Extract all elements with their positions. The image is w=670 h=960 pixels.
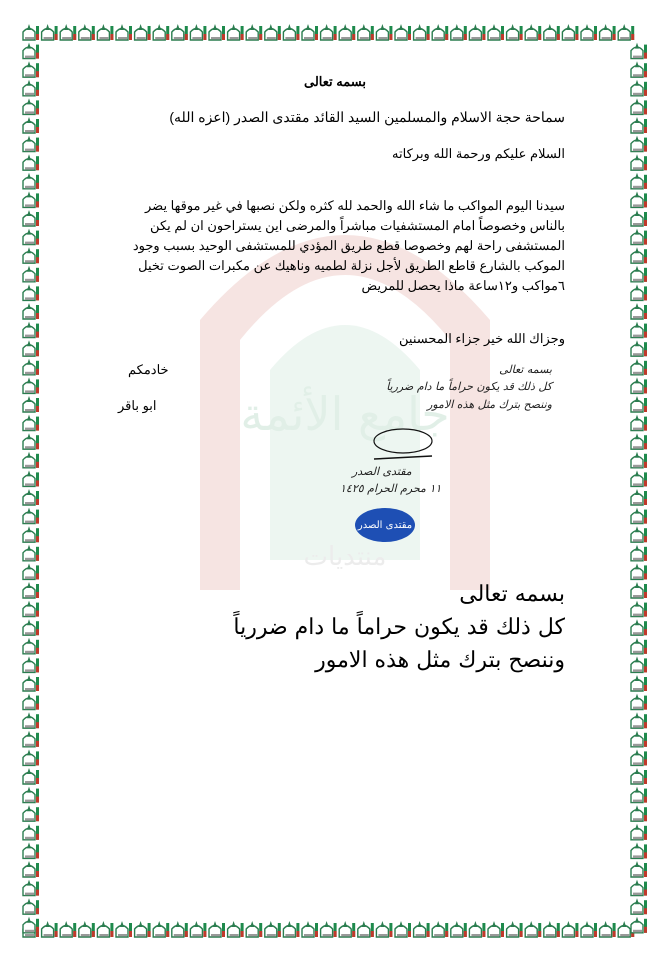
mosque-icon — [23, 24, 39, 40]
mosque-icon — [228, 24, 244, 40]
mosque-icon — [600, 921, 616, 937]
mosque-icon — [23, 842, 39, 858]
mosque-icon — [631, 638, 647, 654]
mosque-icon — [23, 824, 39, 840]
mosque-icon — [23, 98, 39, 114]
mosque-icon — [631, 731, 647, 747]
mosque-icon — [631, 98, 647, 114]
mosque-icon — [60, 921, 76, 937]
mosque-icon — [42, 24, 58, 40]
mosque-icon — [321, 24, 337, 40]
mosque-icon — [544, 24, 560, 40]
mosque-icon — [23, 601, 39, 617]
mosque-icon — [228, 921, 244, 937]
mosque-icon — [631, 805, 647, 821]
mosque-icon — [631, 601, 647, 617]
body-line: ٦مواكب و١٢ساعة ماذا يحصل للمريض — [361, 278, 565, 293]
mosque-icon — [631, 266, 647, 282]
mosque-icon — [23, 749, 39, 765]
mosque-icon — [116, 921, 132, 937]
mosque-icon — [414, 24, 430, 40]
mosque-icon — [97, 921, 113, 937]
mosque-icon — [376, 24, 392, 40]
mosque-icon — [23, 284, 39, 300]
mosque-icon — [23, 861, 39, 877]
mosque-icon — [23, 470, 39, 486]
mosque-icon — [451, 921, 467, 937]
mosque-icon — [23, 396, 39, 412]
transcription-line: بسمه تعالى — [459, 582, 565, 607]
mosque-icon — [631, 43, 647, 59]
mosque-icon — [23, 266, 39, 282]
official-stamp — [355, 508, 415, 542]
mosque-icon — [631, 917, 647, 933]
mosque-icon — [631, 582, 647, 598]
letter-greeting: السلام عليكم ورحمة الله وبركاته — [392, 146, 565, 161]
mosque-icon — [631, 619, 647, 635]
signature-name: مقتدى الصدر — [352, 465, 412, 478]
body-line: بالناس وخصوصاً امام المستشفيات مباشراً والمرضى اين يستراحون ان لم يكن — [150, 218, 565, 233]
mosque-icon — [23, 526, 39, 542]
mosque-icon — [23, 675, 39, 691]
signature-date: ١١ محرم الحرام ١٤٢٥ — [340, 482, 442, 495]
mosque-icon — [618, 24, 634, 40]
transcription-line: وننصح بترك مثل هذه الامور — [315, 648, 565, 673]
letter-sender: ابو باقر — [118, 398, 157, 413]
mosque-icon — [631, 489, 647, 505]
mosque-icon — [631, 415, 647, 431]
mosque-icon — [469, 24, 485, 40]
mosque-icon — [631, 284, 647, 300]
mosque-icon — [631, 787, 647, 803]
mosque-icon — [631, 359, 647, 375]
mosque-icon — [631, 136, 647, 152]
letter-heading: بسمه تعالى — [304, 74, 366, 89]
mosque-icon — [631, 154, 647, 170]
mosque-icon — [23, 768, 39, 784]
mosque-icon — [631, 452, 647, 468]
mosque-icon — [23, 136, 39, 152]
mosque-icon — [631, 675, 647, 691]
mosque-icon — [23, 638, 39, 654]
mosque-icon — [135, 921, 151, 937]
mosque-icon — [358, 921, 374, 937]
mosque-icon — [395, 24, 411, 40]
mosque-icon — [23, 712, 39, 728]
mosque-icon — [358, 24, 374, 40]
mosque-icon — [23, 508, 39, 524]
mosque-icon — [631, 470, 647, 486]
mosque-icon — [376, 921, 392, 937]
mosque-icon — [631, 117, 647, 133]
mosque-icon — [42, 921, 58, 937]
letter-addressee: سماحة حجة الاسلام والمسلمين السيد القائد مقتدى الصدر (اعزه الله) — [169, 109, 565, 125]
mosque-icon — [153, 24, 169, 40]
mosque-icon — [488, 24, 504, 40]
mosque-icon — [23, 359, 39, 375]
body-line: الموكب بالشارع قاطع الطريق لأجل نزلة لطميه وناهيك عن مكبرات الصوت تخيل — [138, 258, 565, 273]
mosque-icon — [488, 921, 504, 937]
letter-body — [105, 196, 565, 296]
mosque-icon — [581, 921, 597, 937]
mosque-icon — [23, 322, 39, 338]
mosque-icon — [525, 24, 541, 40]
mosque-icon — [525, 921, 541, 937]
watermark-text: جامع الأئمة — [240, 387, 450, 441]
mosque-icon — [23, 694, 39, 710]
mosque-icon — [631, 340, 647, 356]
mosque-icon — [265, 24, 281, 40]
mosque-icon — [23, 154, 39, 170]
mosque-icon — [23, 619, 39, 635]
mosque-icon — [23, 229, 39, 245]
mosque-icon — [190, 24, 206, 40]
mosque-icon — [631, 861, 647, 877]
mosque-icon — [469, 921, 485, 937]
mosque-icon — [507, 24, 523, 40]
mosque-icon — [631, 768, 647, 784]
mosque-icon — [283, 921, 299, 937]
mosque-icon — [23, 917, 39, 933]
mosque-icon — [631, 898, 647, 914]
mosque-icon — [414, 921, 430, 937]
mosque-icon — [23, 247, 39, 263]
mosque-icon — [23, 433, 39, 449]
mosque-icon — [631, 824, 647, 840]
mosque-icon — [246, 921, 262, 937]
mosque-icon — [283, 24, 299, 40]
mosque-icon — [116, 24, 132, 40]
mosque-icon — [23, 731, 39, 747]
handwritten-line: كل ذلك قد يكون حراماً ما دام ضررياً — [386, 380, 552, 393]
mosque-icon — [23, 43, 39, 59]
mosque-icon — [23, 173, 39, 189]
signature-mark — [370, 426, 440, 466]
mosque-icon — [153, 921, 169, 937]
mosque-icon — [209, 921, 225, 937]
mosque-icon — [432, 24, 448, 40]
mosque-icon — [23, 303, 39, 319]
mosque-icon — [172, 24, 188, 40]
mosque-icon — [60, 24, 76, 40]
mosque-icon — [135, 24, 151, 40]
mosque-icon — [631, 712, 647, 728]
mosque-icon — [23, 489, 39, 505]
mosque-icon — [631, 563, 647, 579]
mosque-icon — [23, 805, 39, 821]
mosque-icon — [97, 24, 113, 40]
mosque-icon — [581, 24, 597, 40]
mosque-icon — [631, 377, 647, 393]
letter-servant: خادمكم — [128, 362, 169, 377]
mosque-icon — [631, 749, 647, 765]
mosque-icon — [23, 117, 39, 133]
handwritten-line: وننصح بترك مثل هذه الامور — [427, 398, 552, 411]
mosque-icon — [302, 921, 318, 937]
mosque-icon — [23, 452, 39, 468]
mosque-icon — [23, 415, 39, 431]
mosque-icon — [631, 508, 647, 524]
mosque-icon — [395, 921, 411, 937]
mosque-icon — [172, 921, 188, 937]
mosque-icon — [23, 340, 39, 356]
mosque-icon — [631, 526, 647, 542]
body-line: المستشفى راحة لهم وخصوصا قطع طريق المؤدي للمستشفى الوحيد بسبب وجود — [132, 238, 565, 253]
letter-closing: وجزاك الله خير جزاء المحسنين — [399, 331, 565, 346]
mosque-icon — [23, 656, 39, 672]
body-line: سيدنا اليوم المواكب ما شاء الله والحمد لله كثره ولكن نصبها في غير موقها يضر — [145, 198, 565, 213]
handwritten-line: بسمه تعالى — [499, 363, 552, 376]
mosque-icon — [265, 921, 281, 937]
mosque-icon — [631, 173, 647, 189]
mosque-icon — [631, 247, 647, 263]
mosque-icon — [23, 880, 39, 896]
mosque-icon — [507, 921, 523, 937]
mosque-icon — [23, 563, 39, 579]
mosque-icon — [79, 24, 95, 40]
mosque-icon — [544, 921, 560, 937]
mosque-icon — [23, 545, 39, 561]
mosque-icon — [631, 694, 647, 710]
mosque-icon — [631, 210, 647, 226]
mosque-icon — [631, 303, 647, 319]
mosque-icon — [302, 24, 318, 40]
mosque-icon — [79, 921, 95, 937]
mosque-icon — [23, 191, 39, 207]
mosque-icon — [432, 921, 448, 937]
mosque-icon — [23, 210, 39, 226]
mosque-icon — [631, 880, 647, 896]
mosque-icon — [209, 24, 225, 40]
transcription-line: كل ذلك قد يكون حراماً ما دام ضررياً — [233, 615, 565, 640]
stamp-text: مقتدى الصدر — [357, 519, 413, 531]
mosque-icon — [631, 545, 647, 561]
mosque-icon — [23, 377, 39, 393]
mosque-icon — [562, 921, 578, 937]
mosque-icon — [631, 229, 647, 245]
mosque-icon — [23, 787, 39, 803]
mosque-icon — [190, 921, 206, 937]
mosque-icon — [631, 433, 647, 449]
mosque-icon — [339, 921, 355, 937]
mosque-icon — [23, 898, 39, 914]
mosque-icon — [600, 24, 616, 40]
watermark-subtext: منتديات — [303, 542, 387, 572]
mosque-icon — [631, 396, 647, 412]
mosque-icon — [246, 24, 262, 40]
mosque-icon — [23, 582, 39, 598]
mosque-icon — [631, 191, 647, 207]
mosque-icon — [631, 842, 647, 858]
mosque-icon — [451, 24, 467, 40]
mosque-icon — [631, 656, 647, 672]
mosque-icon — [339, 24, 355, 40]
mosque-icon — [631, 322, 647, 338]
mosque-icon — [321, 921, 337, 937]
mosque-icon — [562, 24, 578, 40]
